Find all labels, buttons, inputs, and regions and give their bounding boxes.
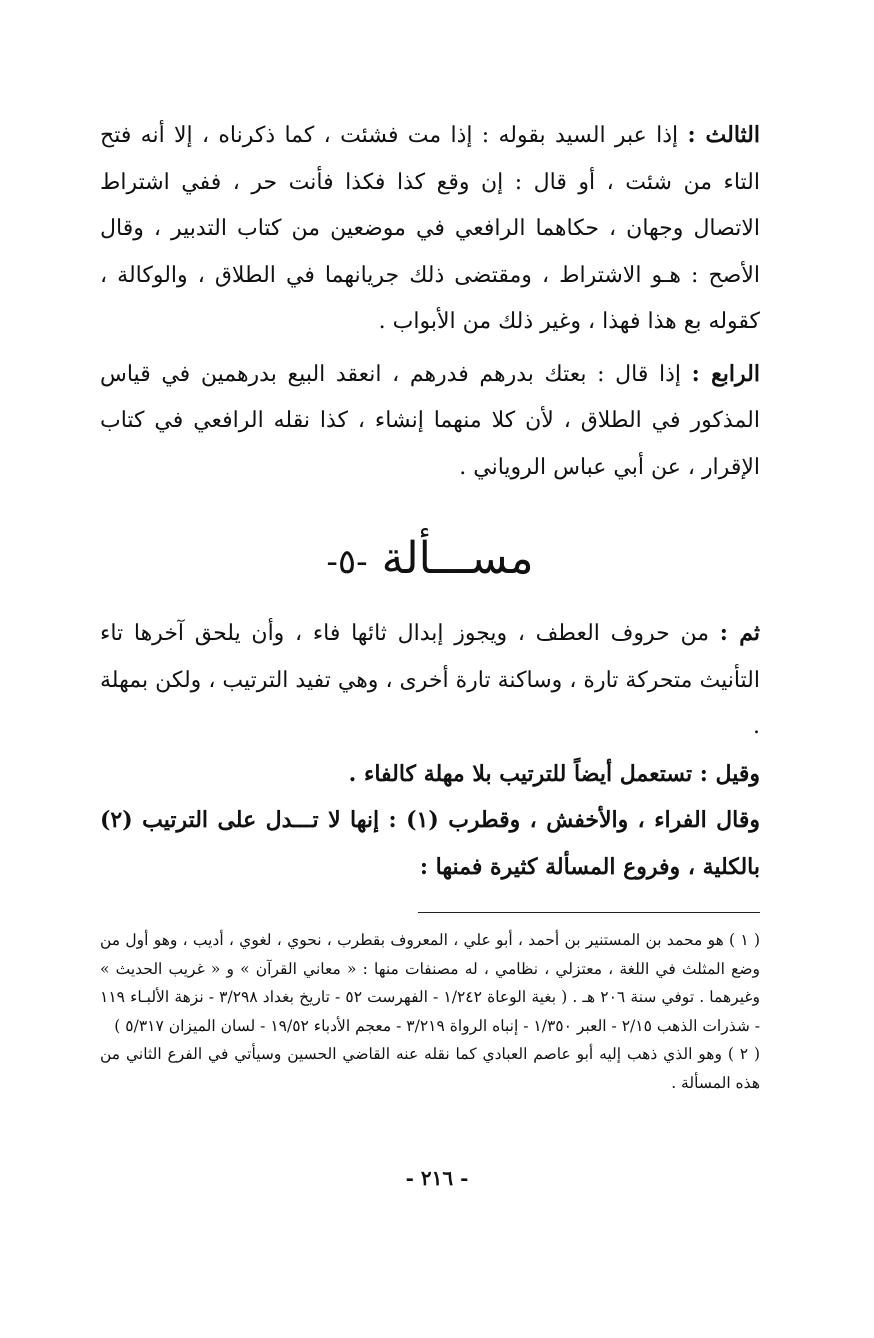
footnote-2: ( ٢ ) وهو الذي ذهب إليه أبو عاصم العبادي كما نقله عنه القاضي الحسين وسيأتي في الفرع الثاني من هذه المسألة . (100, 1045, 760, 1092)
footnotes (100, 926, 760, 1097)
paragraph-text: إذا قال : بعتك بدرهم فدرهم ، انعقد البيع بدرهمين في قياس المذكور في الطلاق ، لأن كلا منهما إنشاء ، كذا نقله الرافعي في كتاب الإقرار ، عن أبي عباس الروياني . (100, 361, 760, 480)
paragraph-text: من حروف العطف ، ويجوز إبدال ثائها فاء ، وأن يلحق آخرها تاء التأنيث متحركة تارة ، وساكنة تارة أخرى ، وهي تفيد الترتيب ، ولكن بمهلة . (100, 621, 760, 739)
paragraph-text: إذا عبر السيد بقوله : إذا مت فشئت ، كما ذكرناه ، إلا أنه فتح التاء من شئت ، أو قال : إن وقع كذا فكذا فأنت حر ، ففي اشتراط الاتصال وجهان ، حكاهما الرافعي في موضعين من كتاب التدبير ، وقال الأصح : هـو الاشتراط ، ومقتضى ذلك جريانهما في الطلاق ، والوكالة ، كقوله بع هذا فهذا ، وغير ذلك من الأبواب . (100, 123, 760, 334)
main-text (100, 112, 760, 890)
paragraph-lead: الثالث : (687, 122, 760, 148)
heading-word: مســـألة (381, 533, 534, 584)
paragraph-farra: وقال الفراء ، والأخفش ، وقطرب (١) : إنها لا تـــدل على الترتيب (٢) بالكلية ، وفروع المسألة كثيرة فمنها : (100, 807, 761, 880)
paragraph-thumma (100, 610, 760, 751)
page-number: - ٢١٦ - (405, 1166, 469, 1190)
paragraph-lead: الرابع : (691, 360, 760, 387)
footnote-1: ( ١ ) هو محمد بن المستنير بن أحمد ، أبو علي ، المعروف بقطرب ، نحوي ، لغوي ، أديب ، وهو أول من وضع المثلث في اللغة ، معتزلي ، نظامي ، له مصنفات منها : « معاني القرآن » و « غريب الحديث » وغيرهما . توفي سنة ٢٠٦ هـ . ( بغية الوعاة ١/٢٤٢ - الفهرست ٥٢ - تاريخ بغداد ٣/٢٩٨ - نزهة الألبـاء ١١٩ - شذرات الذهب ٢/١٥ - العبر ١/٣٥٠ - إنباه الرواة ٣/٢١٩ - معجم الأدباء ١٩/٥٢ - لسان الميزان ٥/٣١٧ ) (100, 931, 760, 1035)
heading-number: -٥- (326, 542, 368, 582)
paragraph-lead: ثم : (719, 620, 760, 646)
footnote-divider (418, 912, 760, 913)
paragraph-fourth (100, 351, 760, 492)
section-heading (100, 529, 760, 592)
paragraph-third (100, 112, 760, 346)
paragraph-qila: وقيل : تستعمل أيضاً للترتيب بلا مهلة كالفاء . (348, 760, 760, 787)
